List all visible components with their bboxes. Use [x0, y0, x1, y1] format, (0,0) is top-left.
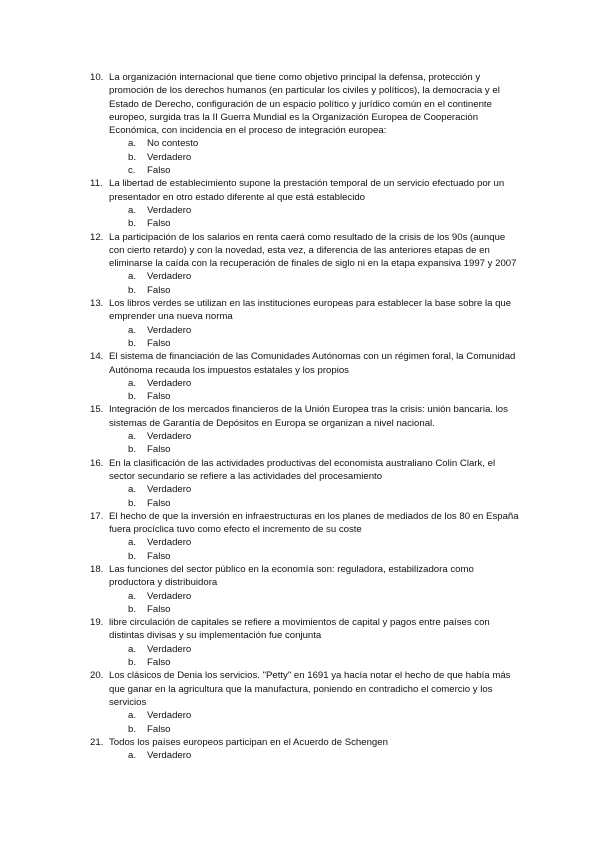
answer-option — [128, 643, 522, 656]
question-text: La participación de los salarios en renta caerá como resultado de la crisis de los 90s (aunque con cierto retardo) y con la novedad, esta vez, a diferencia de las anteriores etapas de en eliminarse la caída con la recuperación de finales de siglo ni en la etapa expansiva 1997 y 2007 — [109, 231, 517, 270]
option-label: Falso — [147, 550, 171, 562]
answer-option — [128, 603, 522, 616]
answer-options — [90, 536, 522, 563]
option-label: Verdadero — [147, 710, 192, 722]
question-10 — [90, 71, 522, 177]
answer-option — [128, 443, 522, 456]
answer-option — [128, 204, 522, 217]
answer-options — [90, 643, 522, 670]
question-text: libre circulación de capitales se refiere a movimientos de capital y pagos entre países con distintas divisas y su implementación fue conjunta — [109, 617, 490, 642]
question-18 — [90, 563, 522, 616]
option-label: Verdadero — [147, 377, 192, 389]
answer-options — [90, 377, 522, 404]
option-letter: b. — [128, 284, 137, 296]
answer-options — [90, 324, 522, 351]
question-20 — [90, 669, 522, 735]
question-17 — [90, 510, 522, 563]
option-letter: b. — [128, 391, 137, 403]
option-letter: b. — [128, 151, 137, 163]
option-label: Falso — [147, 165, 171, 177]
option-letter: b. — [128, 337, 137, 349]
question-text: Integración de los mercados financieros de la Unión Europea tras la crisis: unión bancaria. los sistemas de Garantía de Depósitos en Europa se organizan a nivel nacional. — [109, 404, 508, 429]
option-letter: a. — [128, 377, 137, 389]
answer-option — [128, 337, 522, 350]
question-16 — [90, 457, 522, 510]
answer-options — [90, 204, 522, 231]
answer-options — [90, 590, 522, 617]
question-text: En la clasificación de las actividades productivas del economista australiano Colin Clark, el sector secundario se refiere a las actividades del procesamiento — [109, 457, 496, 482]
option-letter: a. — [128, 324, 137, 336]
option-letter: b. — [128, 218, 137, 230]
question-number: 10. — [90, 72, 104, 83]
question-number: 17. — [90, 510, 104, 522]
question-number: 16. — [90, 457, 104, 469]
option-letter: a. — [128, 204, 137, 216]
answer-options — [90, 270, 522, 297]
answer-option — [128, 324, 522, 337]
option-label: Falso — [147, 218, 171, 230]
question-text: La libertad de establecimiento supone la prestación temporal de un servicio efectuado por un presentador en otro estado diferente al que está establecido — [109, 178, 505, 203]
option-label: Verdadero — [147, 590, 192, 602]
question-number: 11. — [90, 178, 103, 190]
option-label: Falso — [147, 497, 171, 509]
option-letter: a. — [128, 271, 137, 283]
answer-options — [90, 749, 522, 762]
option-letter: a. — [128, 138, 137, 150]
question-number: 15. — [90, 404, 104, 416]
option-label: Falso — [147, 337, 171, 349]
option-label: Falso — [147, 444, 171, 456]
question-text: Los libros verdes se utilizan en las instituciones europeas para establecer la base sobre la que emprender una nueva norma — [109, 298, 512, 323]
answer-option — [128, 497, 522, 510]
option-label: No contesto — [147, 138, 199, 150]
option-letter: a. — [128, 431, 137, 443]
option-letter: a. — [128, 750, 137, 762]
answer-option — [128, 590, 522, 603]
option-letter: a. — [128, 537, 137, 549]
answer-option — [128, 217, 522, 230]
question-text: Los clásicos de Denia los servicios. "Petty" en 1691 ya hacía notar el hecho de que había más que ganar en la agricultura que la manufactura, poniendo en contradicho el comercio y los servicios — [109, 670, 511, 708]
option-label: Falso — [147, 657, 171, 669]
answer-options — [90, 137, 522, 177]
answer-options — [90, 430, 522, 457]
option-label: Verdadero — [147, 324, 192, 336]
answer-option — [128, 749, 522, 762]
option-label: Falso — [147, 603, 171, 615]
option-label: Verdadero — [147, 537, 192, 549]
option-label: Falso — [147, 723, 171, 735]
question-13 — [90, 297, 522, 350]
question-number: 20. — [90, 670, 104, 682]
question-text: Todos los países europeos participan en el Acuerdo de Schengen — [109, 736, 388, 748]
answer-option — [128, 430, 522, 443]
question-14 — [90, 350, 522, 403]
question-12 — [90, 231, 522, 297]
option-letter: b. — [128, 723, 137, 735]
answer-option — [128, 377, 522, 390]
answer-option — [128, 536, 522, 549]
option-label: Verdadero — [147, 484, 192, 496]
option-letter: a. — [128, 590, 137, 602]
option-label: Falso — [147, 284, 171, 296]
question-number: 21. — [90, 736, 104, 748]
question-text: La organización internacional que tiene como objetivo principal la defensa, protección y promoción de los derechos humanos (en particular los civiles y políticos), la democracia y el Estado de Derecho, configuración de un espacio político y jurídico común en el continente europeo, surgida tras la II Guerra Mundial es la Organización Europea de Cooperación Económica, con incidencia en el proceso de integración europea: — [109, 72, 500, 137]
answer-option — [128, 550, 522, 563]
question-text: El hecho de que la inversión en infraestructuras en los planes de mediados de los 80 en España fuera procíclica tuvo como efecto el incremento de su coste — [109, 510, 519, 536]
option-label: Verdadero — [147, 204, 192, 216]
option-letter: b. — [128, 497, 137, 509]
question-text: Las funciones del sector público en la economía son: reguladora, estabilizadora como productora y distribuidora — [109, 563, 474, 589]
option-label: Verdadero — [147, 271, 192, 283]
question-number: 13. — [90, 298, 104, 310]
answer-option — [128, 164, 522, 177]
question-number: 18. — [90, 563, 104, 575]
option-label: Verdadero — [147, 643, 192, 655]
option-letter: b. — [128, 550, 137, 562]
option-label: Verdadero — [147, 750, 192, 762]
option-letter: c. — [128, 165, 136, 177]
answer-options — [90, 709, 522, 736]
question-15 — [90, 403, 522, 456]
question-19 — [90, 616, 522, 669]
answer-options — [90, 483, 522, 510]
option-letter: b. — [128, 657, 137, 669]
answer-option — [128, 284, 522, 297]
question-number: 14. — [90, 351, 104, 363]
option-letter: b. — [128, 444, 137, 456]
answer-option — [128, 483, 522, 496]
option-label: Verdadero — [147, 151, 192, 163]
option-label: Verdadero — [147, 431, 192, 443]
option-letter: a. — [128, 643, 137, 655]
question-list — [90, 71, 522, 762]
answer-option — [128, 137, 522, 150]
question-21 — [90, 736, 522, 763]
question-11 — [90, 177, 522, 230]
answer-option — [128, 270, 522, 283]
answer-option — [128, 709, 522, 722]
question-number: 19. — [90, 617, 104, 629]
answer-option — [128, 723, 522, 736]
question-text: El sistema de financiación de las Comunidades Autónomas con un régimen foral, la Comunidad Autónoma recauda los impuestos estatales y los propios — [109, 351, 516, 376]
question-number: 12. — [90, 231, 104, 243]
answer-option — [128, 151, 522, 164]
option-letter: a. — [128, 710, 137, 722]
answer-option — [128, 390, 522, 403]
option-letter: a. — [128, 484, 137, 496]
option-letter: b. — [128, 603, 137, 615]
answer-option — [128, 656, 522, 669]
option-label: Falso — [147, 391, 171, 403]
